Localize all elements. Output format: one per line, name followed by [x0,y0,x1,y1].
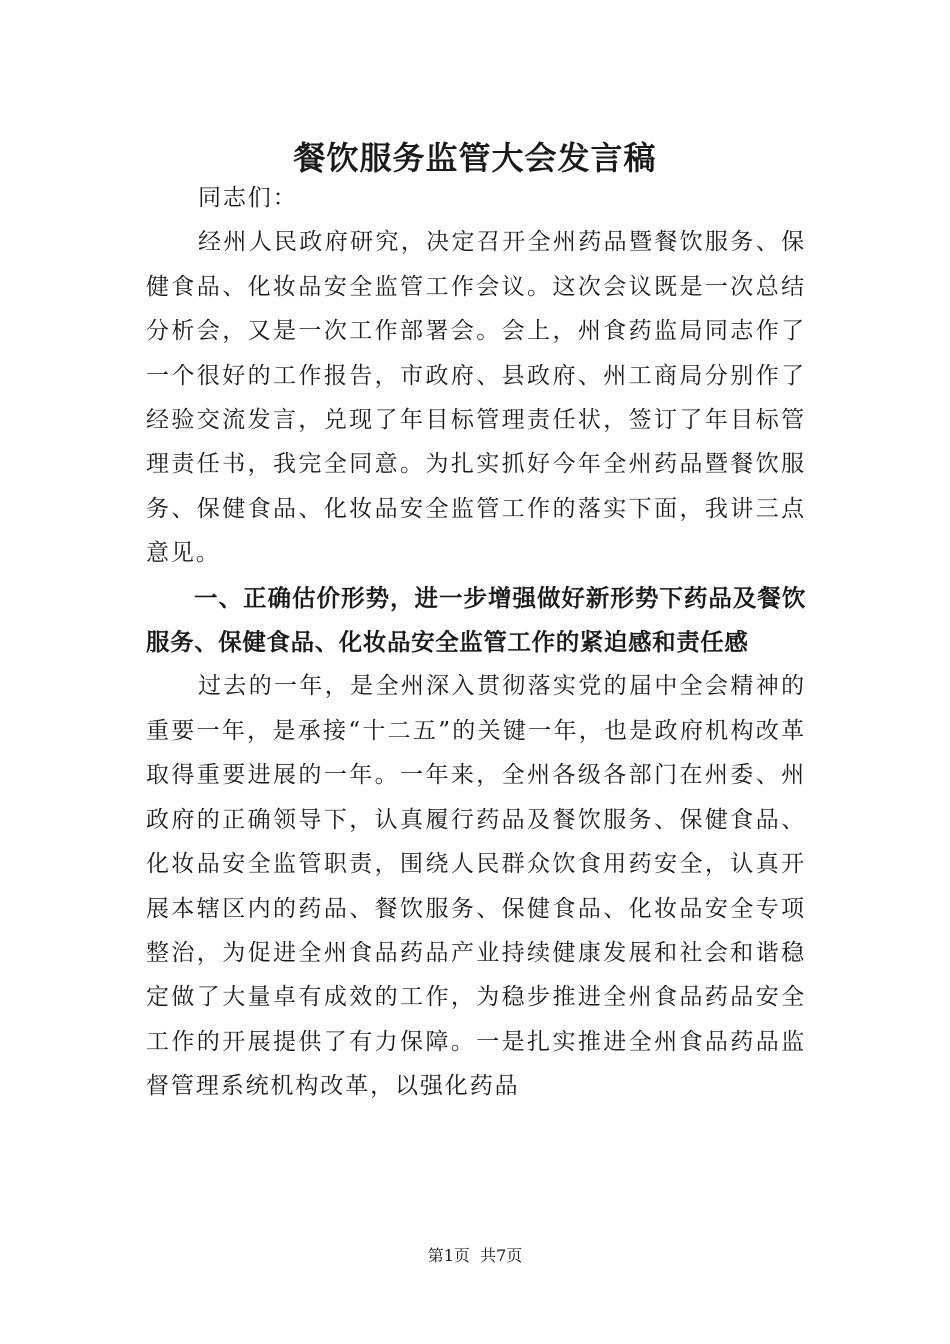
paragraph-section-1: 过去的一年，是全州深入贯彻落实党的届中全会精神的重要一年，是承接“十二五”的关键一年，也是政府机构改革取得重要进展的一年。一年来，全州各级各部门在州委、州政府的正确领导下，认真履行药品及餐饮服务、保健食品、化妆品安全监管职责，围绕人民群众饮食用药安全，认真开展本辖区内的药品、餐饮服务、保健食品、化妆品安全专项整治，为促进全州食品药品产业持续健康发展和社会和谐稳定做了大量卓有成效的工作，为稳步推进全州食品药品安全工作的开展提供了有力保障。一是扎实推进全州食品药品监督管理系统机构改革，以强化药品 [146,673,806,1100]
page-total: 共7页 [480,1246,523,1265]
document-title: 餐饮服务监管大会发言稿 [293,139,657,177]
page-number: 第1页 [427,1246,470,1265]
page-footer [0,1243,950,1266]
section-heading-1: 一、正确估价形势，进一步增强做好新形势下药品及餐饮服务、保健食品、化妆品安全监管工作的紧迫感和责任感 [146,583,806,657]
document-body [146,176,806,1109]
salutation: 同志们： [198,185,298,211]
paragraph-intro: 经州人民政府研究，决定召开全州药品暨餐饮服务、保健食品、化妆品安全监管工作会议。这次会议既是一次总结分析会，又是一次工作部署会。会上，州食药监局同志作了一个很好的工作报告，市政府、县政府、州工商局分别作了经验交流发言，兑现了年目标管理责任状，签订了年目标管理责任书，我完全同意。为扎实抓好今年全州药品暨餐饮服务、保健食品、化妆品安全监管工作的落实下面，我讲三点意见。 [146,229,806,567]
